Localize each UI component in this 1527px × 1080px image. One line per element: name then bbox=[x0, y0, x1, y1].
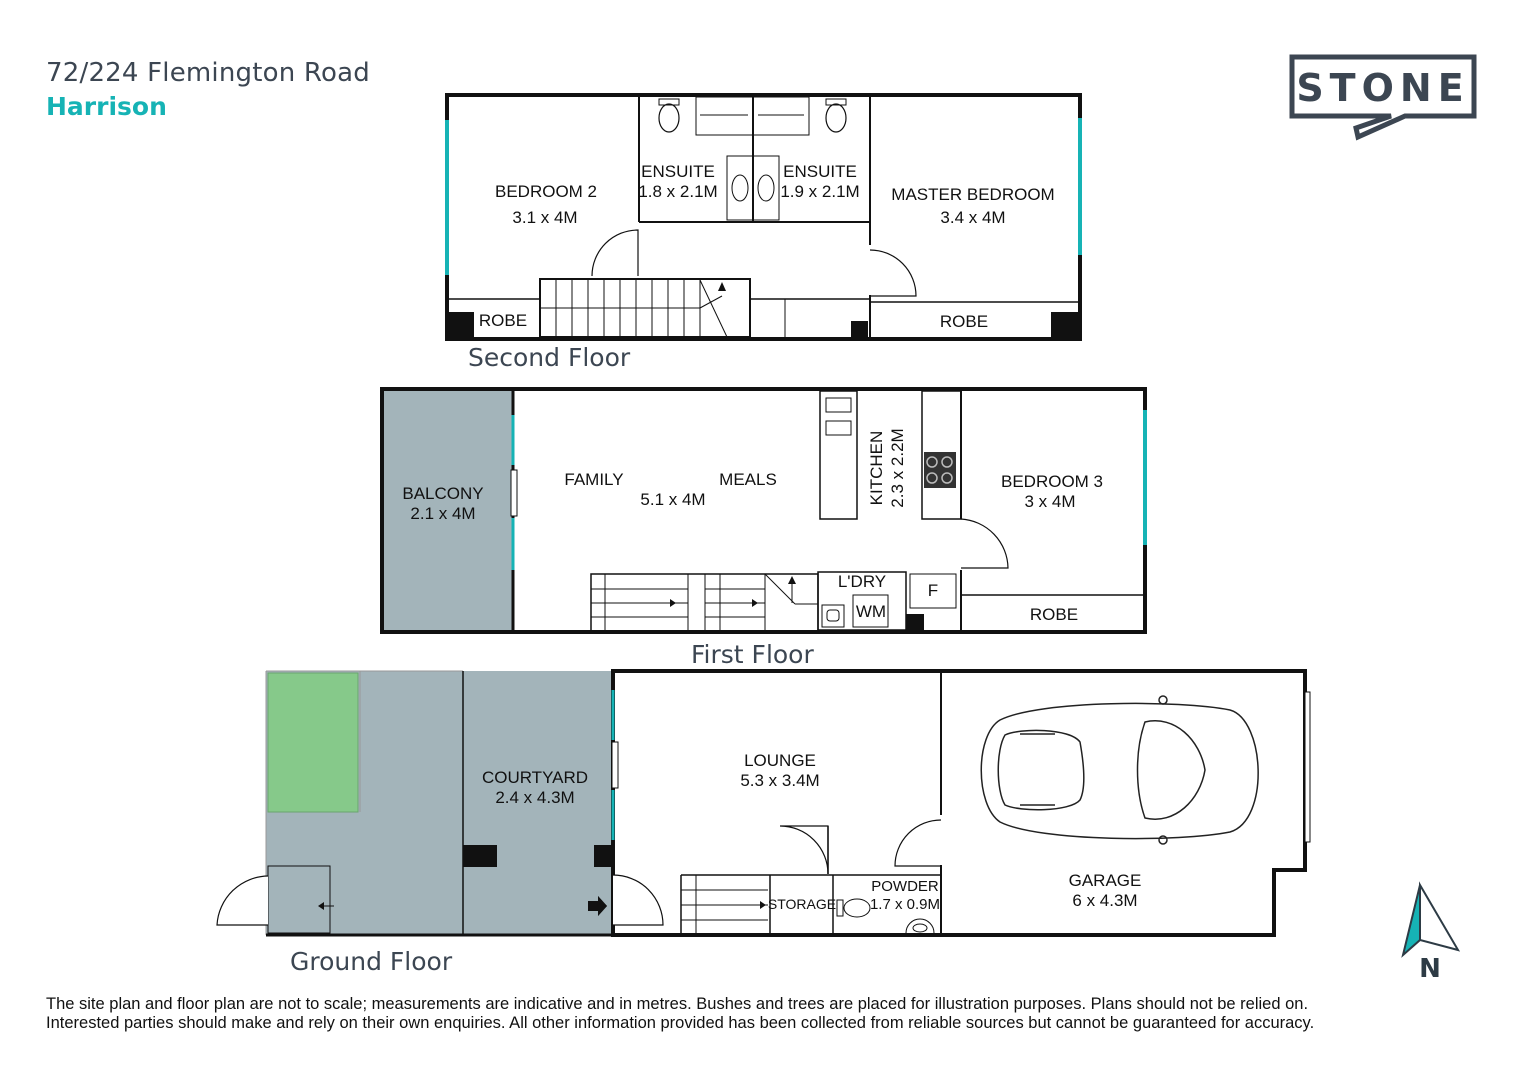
room-balcony-dim: 2.1 x 4M bbox=[410, 504, 476, 523]
room-courtyard-dim: 2.4 x 4.3M bbox=[495, 788, 575, 807]
room-master-bedroom-name: MASTER BEDROOM bbox=[891, 185, 1055, 204]
room-balcony-name: BALCONY bbox=[402, 484, 484, 503]
room-laundry-name: L'DRY bbox=[837, 572, 887, 591]
room-family-name: FAMILY bbox=[564, 470, 624, 489]
floor-label-ground: Ground Floor bbox=[290, 947, 453, 976]
room-robe-second-1: ROBE bbox=[478, 311, 528, 330]
room-powder-name: POWDER bbox=[871, 878, 939, 895]
north-compass-icon bbox=[1403, 885, 1458, 984]
room-lounge-name: LOUNGE bbox=[744, 751, 816, 770]
room-garage-dim: 6 x 4.3M bbox=[1072, 891, 1138, 910]
room-powder-dim: 1.7 x 0.9M bbox=[869, 896, 941, 913]
stone-logo bbox=[1292, 57, 1474, 137]
disclaimer-line-1: The site plan and floor plan are not to scale; measurements are indicative and in metres. Bushes and trees are placed for illustration purposes. Plans should not be relied on. bbox=[46, 995, 1309, 1013]
room-kitchen-name: KITCHEN bbox=[867, 430, 886, 506]
room-courtyard-name: COURTYARD bbox=[481, 768, 589, 787]
room-storage-name: STORAGE bbox=[767, 896, 837, 912]
room-bedroom-3-name: BEDROOM 3 bbox=[1000, 472, 1104, 491]
room-bedroom-2-dim: 3.1 x 4M bbox=[512, 208, 578, 227]
room-bedroom-3-dim: 3 x 4M bbox=[1024, 492, 1076, 511]
room-lounge-dim: 5.3 x 3.4M bbox=[740, 771, 820, 790]
appliance-wm-label: WM bbox=[855, 602, 887, 621]
disclaimer-line-2: Interested parties should make and rely on their own enquiries. All other information provided has been collected from reliable sources but cannot be guaranteed for accuracy. bbox=[46, 1014, 1315, 1032]
floor-label-second: Second Floor bbox=[468, 343, 631, 372]
room-ensuite-2-dim: 1.9 x 2.1M bbox=[780, 182, 860, 201]
second-floor-plan bbox=[447, 95, 1080, 339]
logo-text: STONE bbox=[1296, 66, 1470, 110]
room-family-meals-dim: 5.1 x 4M bbox=[640, 490, 706, 509]
room-kitchen-dim: 2.3 x 2.2M bbox=[888, 428, 907, 508]
room-robe-second-2: ROBE bbox=[939, 312, 989, 331]
room-ensuite-2-name: ENSUITE bbox=[783, 162, 857, 181]
room-master-bedroom-dim: 3.4 x 4M bbox=[940, 208, 1006, 227]
property-suburb: Harrison bbox=[46, 92, 167, 121]
compass-north-label: N bbox=[1419, 954, 1441, 984]
disclaimer bbox=[46, 995, 1496, 1033]
room-ensuite-1-name: ENSUITE bbox=[641, 162, 715, 181]
property-address: 72/224 Flemington Road bbox=[46, 58, 370, 88]
room-ensuite-1-dim: 1.8 x 2.1M bbox=[638, 182, 718, 201]
room-bedroom-2-name: BEDROOM 2 bbox=[494, 182, 598, 201]
room-meals-name: MEALS bbox=[719, 470, 777, 489]
car-icon bbox=[981, 696, 1258, 844]
ground-floor-plan bbox=[217, 671, 1310, 935]
floor-label-first: First Floor bbox=[691, 640, 814, 669]
room-garage-name: GARAGE bbox=[1068, 871, 1142, 890]
appliance-fridge-label: F bbox=[927, 581, 939, 600]
room-robe-first: ROBE bbox=[1029, 605, 1079, 624]
first-floor-plan bbox=[382, 389, 1145, 632]
